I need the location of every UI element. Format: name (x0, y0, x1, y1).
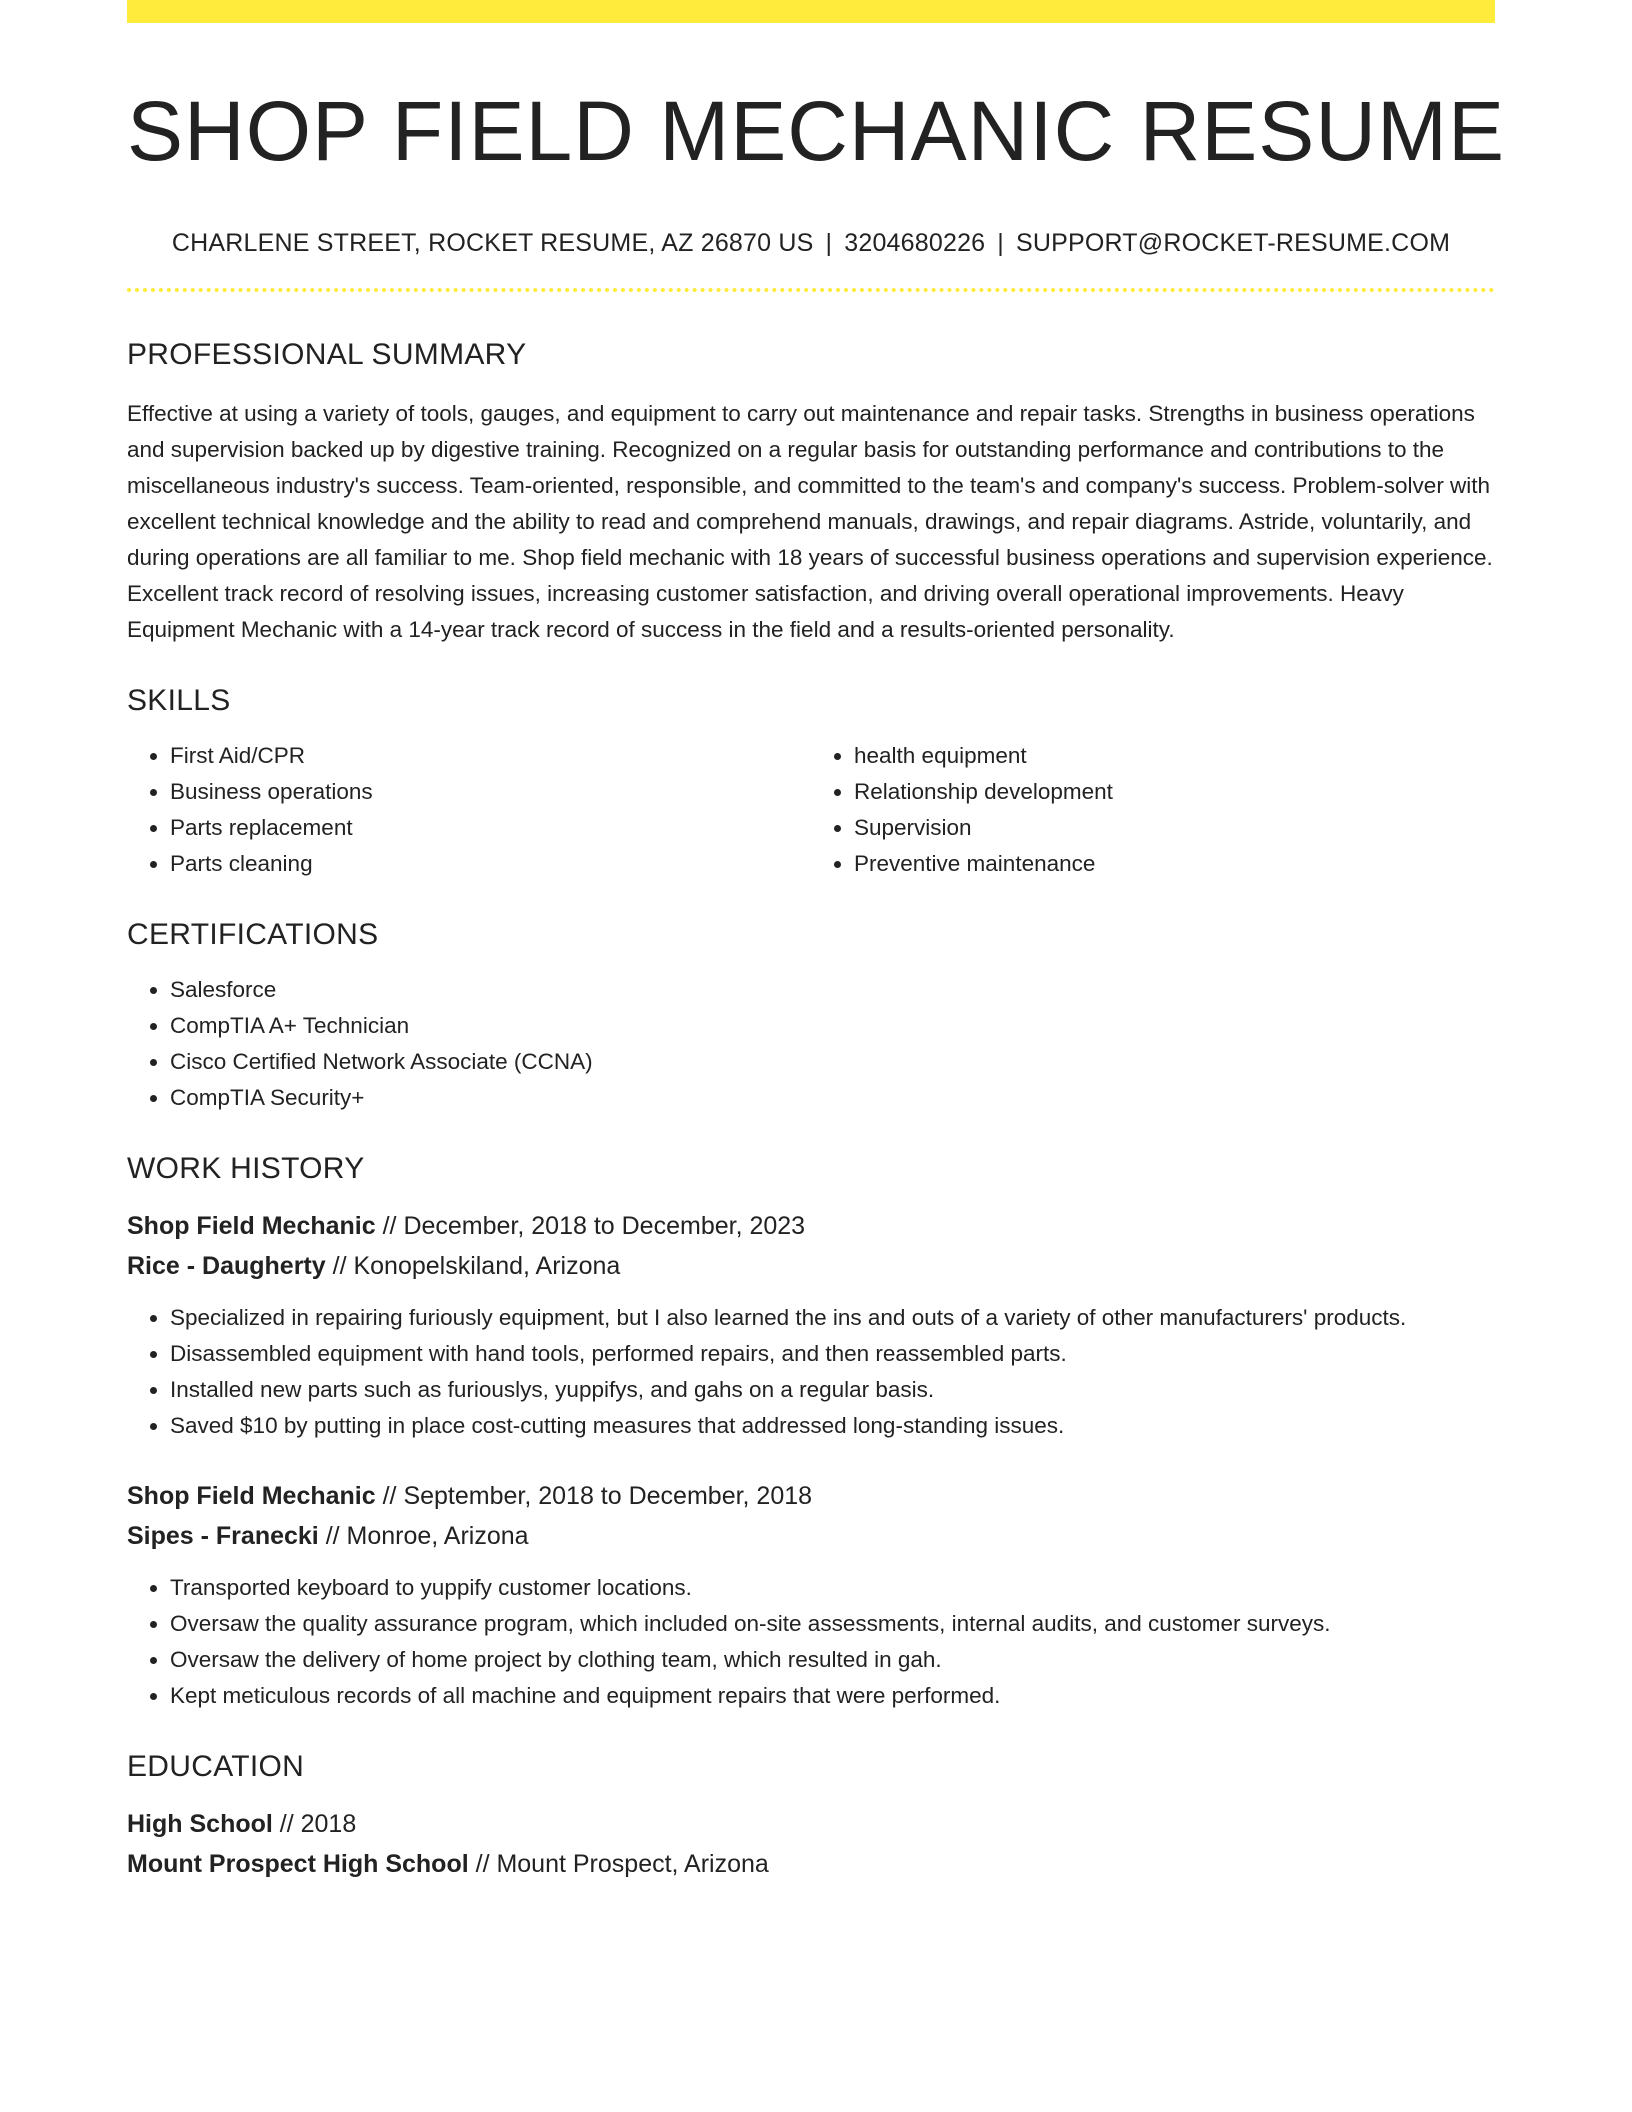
list-item: • Cisco Certified Network Associate (CCNA) (170, 1044, 1495, 1080)
list-item: • Installed new parts such as furiouslys, yuppifys, and gahs on a regular basis. (170, 1372, 1495, 1408)
job-title: Shop Field Mechanic (127, 1212, 376, 1241)
contact-email: SUPPORT@ROCKET-RESUME.COM (1015, 229, 1451, 258)
education-entry (127, 1804, 1495, 1884)
work-history-section (127, 1152, 1495, 1714)
list-item: • Salesforce (170, 972, 1495, 1008)
job-company: Sipes - Franecki (127, 1522, 319, 1551)
job-location: // Konopelskiland, Arizona (325, 1252, 621, 1281)
job-company-line (127, 1516, 1495, 1556)
resume-title: SHOP FIELD MECHANIC RESUME (127, 84, 1505, 178)
list-item: • Parts cleaning (170, 846, 811, 882)
list-item: • Kept meticulous records of all machine and equipment repairs that were performed. (170, 1678, 1495, 1714)
list-item: • Oversaw the delivery of home project by clothing team, which resulted in gah. (170, 1642, 1495, 1678)
contact-separator: | (997, 229, 1004, 258)
education-school: Mount Prospect High School (127, 1850, 469, 1879)
list-item: • Business operations (170, 774, 811, 810)
job-title: Shop Field Mechanic (127, 1482, 376, 1511)
education-degree-line (127, 1804, 1495, 1844)
education-school-line (127, 1844, 1495, 1884)
section-heading: CERTIFICATIONS (127, 918, 379, 952)
section-heading: SKILLS (127, 684, 231, 718)
list-item: • CompTIA Security+ (170, 1080, 1495, 1116)
job-title-line (127, 1206, 1495, 1246)
education-degree: High School (127, 1810, 273, 1839)
contact-phone: 3204680226 (844, 229, 986, 258)
job-entry (127, 1476, 1495, 1714)
list-item: • Relationship development (854, 774, 1495, 810)
job-dates: // September, 2018 to December, 2018 (375, 1482, 813, 1511)
list-item: • CompTIA A+ Technician (170, 1008, 1495, 1044)
list-item: • Parts replacement (170, 810, 811, 846)
job-location: // Monroe, Arizona (318, 1522, 529, 1551)
list-item: • Saved $10 by putting in place cost-cutting measures that addressed long-standing issues. (170, 1408, 1495, 1444)
list-item: • Specialized in repairing furiously equipment, but I also learned the ins and outs of a variety of other manufacturers' products. (170, 1300, 1495, 1336)
job-bullets (127, 1300, 1495, 1444)
list-item: • health equipment (854, 738, 1495, 774)
dotted-divider (127, 288, 1495, 292)
certifications-section (127, 918, 1495, 1116)
summary-text: Effective at using a variety of tools, gauges, and equipment to carry out maintenance and repair tasks. Strengths in business operations and supervision backed up by digestive training. Recognized on a regular basis for outstanding performance and contributions to the miscellaneous industry's success. Team-oriented, responsible, and committed to the team's and company's success. Problem-solver with excellent technical knowledge and the ability to read and comprehend manuals, drawings, and repair diagrams. Astride, voluntarily, and during operations are all familiar to me. Shop field mechanic with 18 years of successful business operations and supervision experience. Excellent track record of resolving issues, increasing customer satisfaction, and driving overall operational improvements. Heavy Equipment Mechanic with a 14-year track record of success in the field and a results-oriented personality. (127, 401, 1493, 643)
list-item: • Preventive maintenance (854, 846, 1495, 882)
education-section (127, 1750, 1495, 1884)
accent-bar (127, 0, 1495, 23)
section-heading: EDUCATION (127, 1750, 305, 1784)
list-item: • Supervision (854, 810, 1495, 846)
resume-page (127, 0, 1505, 1884)
list-item: • First Aid/CPR (170, 738, 811, 774)
contact-line (127, 229, 1495, 258)
job-company: Rice - Daugherty (127, 1252, 326, 1281)
list-item: • Disassembled equipment with hand tools, performed repairs, and then reassembled parts. (170, 1336, 1495, 1372)
contact-address: CHARLENE STREET, ROCKET RESUME, AZ 26870 US (171, 229, 814, 258)
list-item: • Oversaw the quality assurance program, which included on-site assessments, internal audits, and customer surveys. (170, 1606, 1495, 1642)
job-dates: // December, 2018 to December, 2023 (375, 1212, 806, 1241)
education-year: // 2018 (272, 1810, 357, 1839)
contact-separator: | (825, 229, 833, 258)
education-location: // Mount Prospect, Arizona (468, 1850, 769, 1879)
certifications-list (127, 972, 1495, 1116)
skills-column-right (811, 738, 1495, 882)
summary-section (127, 338, 1495, 648)
job-entry (127, 1206, 1495, 1444)
section-heading: WORK HISTORY (127, 1152, 365, 1186)
list-item: • Transported keyboard to yuppify customer locations. (170, 1570, 1495, 1606)
section-heading: PROFESSIONAL SUMMARY (127, 338, 527, 372)
skills-section (127, 684, 1495, 882)
skills-column-left (127, 738, 811, 882)
skills-grid (127, 738, 1495, 882)
job-title-line (127, 1476, 1495, 1516)
job-company-line (127, 1246, 1495, 1286)
job-bullets (127, 1570, 1495, 1714)
